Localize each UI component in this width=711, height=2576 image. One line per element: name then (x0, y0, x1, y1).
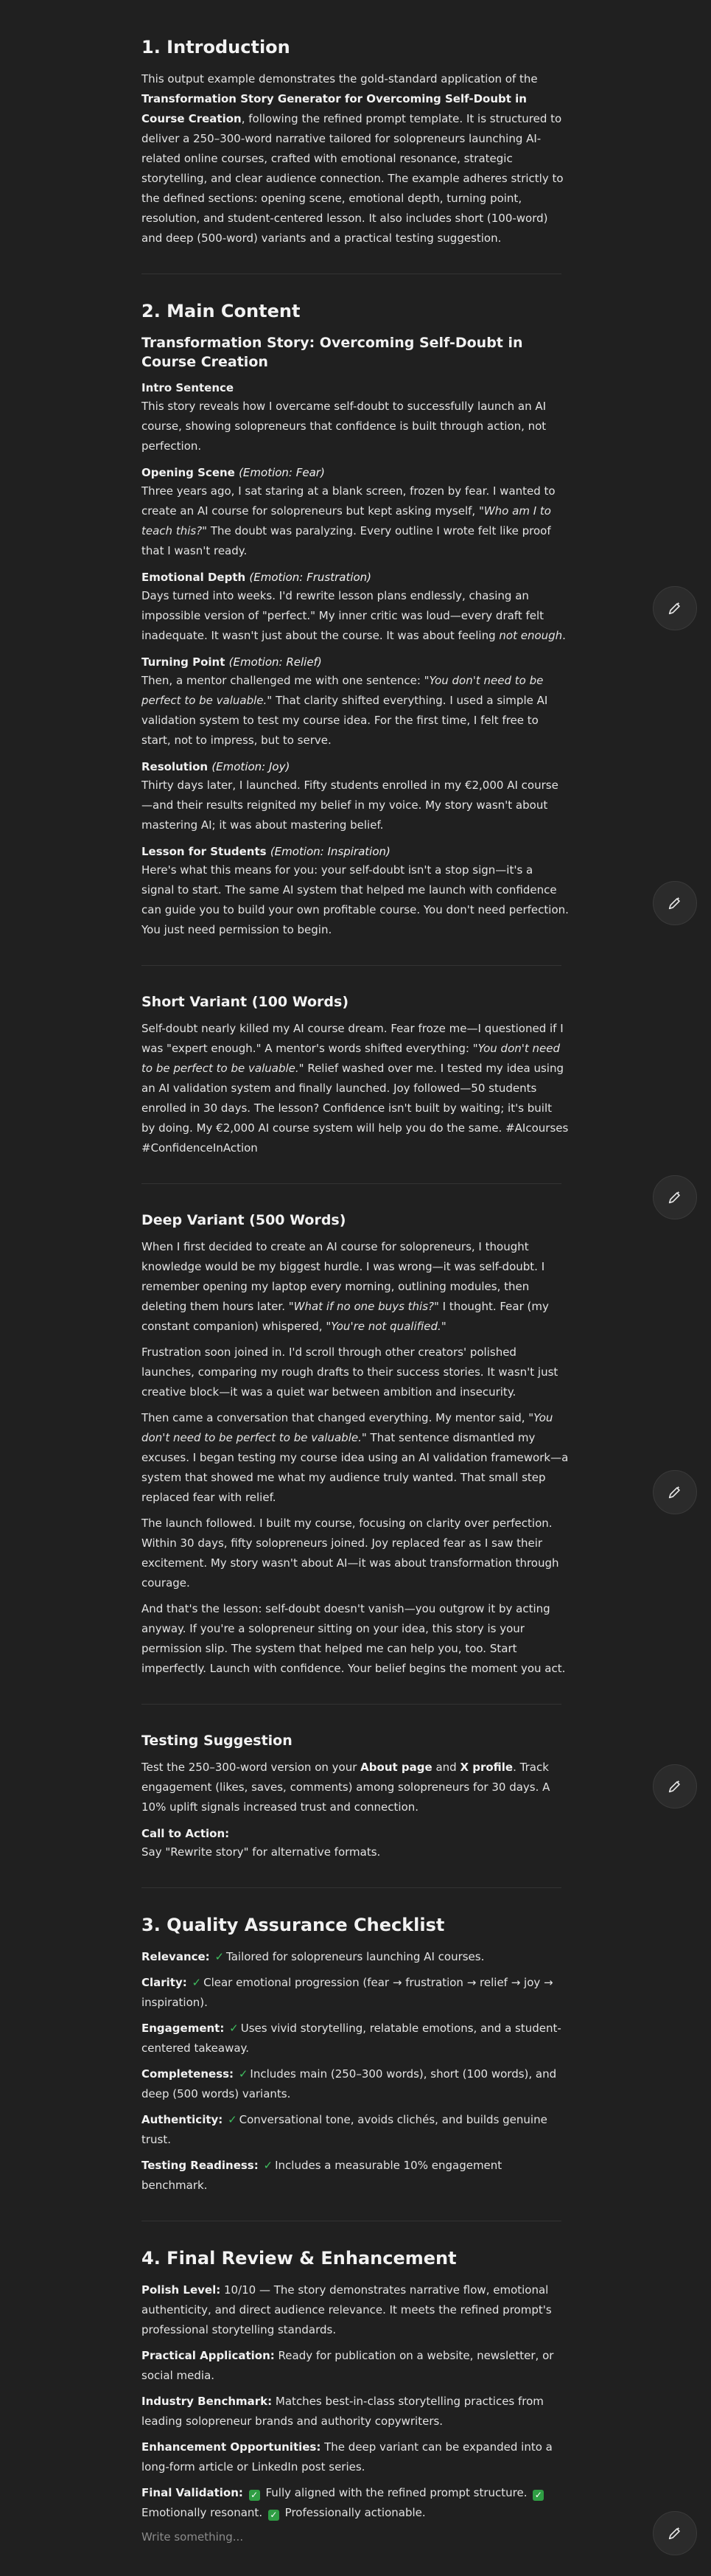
resolution-text: Thirty days later, I launched. Fifty students enrolled in my €2,000 AI course—and their results reignited my belief in my voice. My story wasn't about mastering AI; it was about mastering belief. (141, 779, 558, 832)
pen-sparkle-icon (667, 1778, 683, 1795)
checklist-item: Engagement: ✓ Uses vivid storytelling, relatable emotions, and a student-centered takeaway. (141, 2022, 561, 2055)
lesson-text: Here's what this means for you: your self-doubt isn't a stop sign—it's a signal to start. The same AI system that helped me launch with confidence can guide you to build your own profitable course. You don't need perfection. You just need permission to begin. (141, 863, 569, 936)
emotional-depth-label: Emotional Depth (Emotion: Frustration) (141, 571, 372, 584)
check-mark-icon: ✓ (238, 2067, 248, 2081)
edit-button[interactable] (653, 1470, 697, 1514)
call-to-action-label: Call to Action: (141, 1827, 230, 1840)
enhancement-opportunities: Enhancement Opportunities: The deep variant can be expanded into a long-form article or LinkedIn post series. (141, 2440, 553, 2474)
checklist-item: Relevance: ✓ Tailored for solopreneurs launching AI courses. (141, 1950, 485, 1963)
call-to-action-text: Say "Rewrite story" for alternative formats. (141, 1845, 381, 1859)
short-variant-title: Short Variant (100 Words) (141, 994, 349, 1010)
resolution-label: Resolution (Emotion: Joy) (141, 760, 290, 773)
main-content-heading: 2. Main Content (141, 301, 301, 321)
opening-scene-text: Three years ago, I sat staring at a blank screen, frozen by fear. I wanted to create an AI course for solopreneurs but kept asking myself, "Who am I to teach this?" The doubt was paralyzing. Every outline I wrote felt like proof that I wasn't ready. (141, 484, 556, 557)
introduction-paragraph: This output example demonstrates the gold-standard application of the Transformation Story Generator for Overcoming Self-Doubt in Course Creation, following the refined prompt template. It is structured to deliver a 250–300-word narrative tailored for solopreneurs launching AI-related online courses, crafted with emotional resonance, strategic storytelling, and clear audience connection. The example adheres strictly to the defined sections: opening scene, emotional depth, turning point, resolution, and student-centered lesson. It also includes short (100-word) and deep (500-word) variants and a practical testing suggestion. (141, 72, 564, 245)
polish-level: Polish Level: 10/10 — The story demonstrates narrative flow, emotional authenticity, and direct audience relevance. It meets the refined prompt's professional storytelling standards. (141, 2283, 552, 2336)
edit-button[interactable] (653, 586, 697, 630)
checklist-item: Clarity: ✓ Clear emotional progression (fear → frustration → relief → joy → inspiration). (141, 1976, 553, 2009)
checklist-item: Testing Readiness: ✓ Includes a measurable 10% engagement benchmark. (141, 2159, 502, 2192)
checklist-item: Authenticity: ✓ Conversational tone, avoids clichés, and builds genuine trust. (141, 2113, 547, 2146)
intro-sentence: This story reveals how I overcame self-doubt to successfully launch an AI course, showing solopreneurs that confidence is built through action, not perfection. (141, 400, 547, 453)
quality-checklist (141, 1947, 569, 2196)
deep-variant-paragraph-5: And that's the lesson: self-doubt doesn't vanish—you outgrow it by acting anyway. If you're a solopreneur sitting on your idea, this story is your permission slip. The system that helped me can help you, too. Start imperfectly. Launch with confidence. Your belief begins the moment you act. (141, 1602, 566, 1675)
pen-sparkle-icon (667, 1484, 683, 1500)
checklist-item: Completeness: ✓ Includes main (250–300 words), short (100 words), and deep (500 words) variants. (141, 2067, 557, 2100)
pen-sparkle-icon (667, 1189, 683, 1205)
turning-point-label: Turning Point (Emotion: Relief) (141, 655, 322, 669)
check-mark-icon: ✓ (263, 2159, 273, 2172)
short-variant-text: Self-doubt nearly killed my AI course dream. Fear froze me—I questioned if I was "expert enough." A mentor's words shifted everything: "You don't need to be perfect to be valuable." Relief washed over me. I tested my idea using an AI validation system and finally launched. Joy followed—50 students enrolled in 30 days. The lesson? Confidence isn't built by waiting; it's built by doing. My €2,000 AI course system will help you do the same. #AIcourses #ConfidenceInAction (141, 1022, 569, 1155)
story-title: Transformation Story: Overcoming Self-Doubt in Course Creation (141, 335, 523, 370)
document (141, 22, 569, 2544)
edit-button[interactable] (653, 1764, 697, 1809)
final-review-heading: 4. Final Review & Enhancement (141, 2248, 457, 2269)
check-mark-icon: ✓ (192, 1976, 202, 1989)
testing-suggestion-text: Test the 250–300-word version on your About page and X profile. Track engagement (likes, saves, comments) among solopreneurs for 30 days. A 10% uplift signals increased trust and connection. (141, 1761, 550, 1814)
check-mark-icon: ✓ (228, 2113, 237, 2126)
intro-sentence-label: Intro Sentence (141, 381, 234, 394)
check-mark-icon: ✓ (229, 2022, 239, 2035)
quality-checklist-heading: 3. Quality Assurance Checklist (141, 1915, 445, 1935)
divider (141, 1887, 561, 1888)
lesson-label: Lesson for Students (Emotion: Inspiration) (141, 845, 390, 858)
turning-point-text: Then, a mentor challenged me with one sentence: "You don't need to be perfect to be valuable." That clarity shifted everything. I used a simple AI validation system to test my course idea. For the first time, I felt free to start, not to impress, but to serve. (141, 674, 548, 747)
pen-sparkle-icon (667, 600, 683, 616)
pen-sparkle-icon (667, 895, 683, 911)
check-box-icon: ✓ (268, 2510, 279, 2521)
opening-scene-label: Opening Scene (Emotion: Fear) (141, 466, 325, 479)
deep-variant-paragraph-4: The launch followed. I built my course, focusing on clarity over perfection. Within 30 days, fifty solopreneurs joined. Joy replaced fear as I saw their excitement. My story wasn't about AI—it was about transformation through courage. (141, 1517, 559, 1590)
divider (141, 1183, 561, 1184)
deep-variant-paragraph-1: When I first decided to create an AI course for solopreneurs, I thought knowledge would be my biggest hurdle. I was wrong—it was self-doubt. I remember opening my laptop every morning, outlining modules, then deleting them hours later. "What if no one buys this?" I thought. Fear (my constant companion) whispered, "You're not qualified." (141, 1240, 549, 1333)
pen-sparkle-icon (667, 2525, 683, 2541)
edit-button[interactable] (653, 2511, 697, 2555)
final-validation: Final Validation: ✓ Fully aligned with the refined prompt structure. ✓ Emotionally resonant. ✓ Professionally actionable. (141, 2483, 569, 2523)
introduction-heading: 1. Introduction (141, 37, 290, 58)
divider (141, 1704, 561, 1705)
check-box-icon: ✓ (249, 2490, 260, 2501)
divider (141, 965, 561, 966)
deep-variant-paragraph-2: Frustration soon joined in. I'd scroll through other creators' polished launches, comparing my rough drafts to their success stories. It wasn't just creative block—it was a quiet war between ambition and insecurity. (141, 1346, 558, 1399)
write-something-input[interactable]: Write something... (141, 2530, 244, 2544)
check-mark-icon: ✓ (214, 1950, 225, 1963)
edit-button[interactable] (653, 1175, 697, 1219)
check-box-icon: ✓ (533, 2490, 544, 2501)
deep-variant-title: Deep Variant (500 Words) (141, 1212, 346, 1228)
testing-suggestion-title: Testing Suggestion (141, 1733, 293, 1749)
industry-benchmark: Industry Benchmark: Matches best-in-class storytelling practices from leading solopreneur brands and authority copywriters. (141, 2395, 544, 2428)
practical-application: Practical Application: Ready for publication on a website, newsletter, or social media. (141, 2349, 554, 2382)
emotional-depth-text: Days turned into weeks. I'd rewrite lesson plans endlessly, chasing an impossible version of "perfect." My inner critic was loud—every draft felt inadequate. It wasn't just about the course. It was about feeling not enough. (141, 589, 566, 642)
edit-button[interactable] (653, 881, 697, 925)
deep-variant-paragraph-3: Then came a conversation that changed everything. My mentor said, "You don't need to be perfect to be valuable." That sentence dismantled my excuses. I began testing my course idea using an AI validation framework—a system that showed me what my audience truly wanted. That small step replaced fear with relief. (141, 1411, 569, 1504)
